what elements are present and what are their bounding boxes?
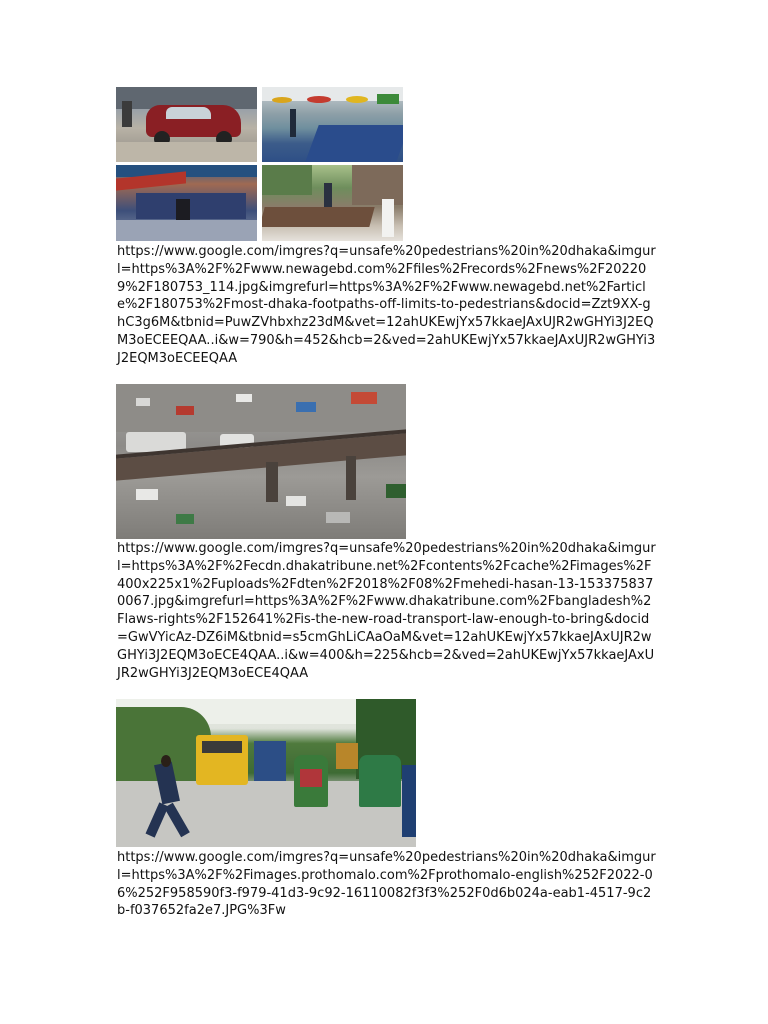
collage-photo-footpath-market xyxy=(262,165,403,241)
collage-photo-street-market xyxy=(262,87,403,162)
photo-aerial-traffic-footbridge xyxy=(116,384,406,539)
collage-photo-parked-car xyxy=(116,87,257,162)
image-source-url-3: https://www.google.com/imgres?q=unsafe%20pedestrians%20in%20dhaka&imgurl=https%3A%2F%2Fimages.prothomalo.com%2Fprothomalo-english%252F2022-06%252F958590f3-f979-41d3-9c92-16110082f3f3%252F0d6b024a-eab1-4517-9c2b-f037652fa2e7.JPG%3Fw xyxy=(117,850,656,919)
image-source-url-2: https://www.google.com/imgres?q=unsafe%20pedestrians%20in%20dhaka&imgurl=https%3A%2F%2Fecdn.dhakatribune.net%2Fcontents%2Fcache%2Fimages%2F400x225x1%2Fuploads%2Fdten%2F2018%2F08%2Fmehedi-hasan-13-1533758370067.jpg&imgrefurl=https%3A%2F%2Fwww.dhakatribune.com%2Fbangladesh%2Flaws-rights%2F152641%2Fis-the-new-road-transport-law-enough-to-bring&docid=GwVYicAz-DZ6iM&tbnid=s5cmGhLiCAaOaM&vet=12ahUKEwjYx57kkaeJAxUJR2wGHYi3J2EQM3oECE4QAA..i&w=400&h=225&hcb=2&ved=2ahUKEwjYx57kkaeJAxUJR2wGHYi3J2EQM3oECE4QAA xyxy=(117,541,656,681)
photo-pedestrian-crossing-highway xyxy=(116,699,416,847)
image-source-url-1: https://www.google.com/imgres?q=unsafe%20pedestrians%20in%20dhaka&imgurl=https%3A%2F%2Fwww.newagebd.com%2Ffiles%2Frecords%2Fnews%2F202209%2F180753_114.jpg&imgrefurl=https%3A%2F%2Fwww.newagebd.net%2Farticle%2F180753%2Fmost-dhaka-footpaths-off-limits-to-pedestrians&docid=Zzt9XX-ghC3g6M&tbnid=PuwZVhbxhz23dM&vet=12ahUKEwjYx57kkaeJAxUJR2wGHYi3J2EQM3oECEEQAA..i&w=790&h=452&hcb=2&ved=2ahUKEwjYx57kkaeJAxUJR2wGHYi3J2EQM3oECEEQAA xyxy=(117,244,656,366)
collage-photo-vendor-stall xyxy=(116,165,257,241)
